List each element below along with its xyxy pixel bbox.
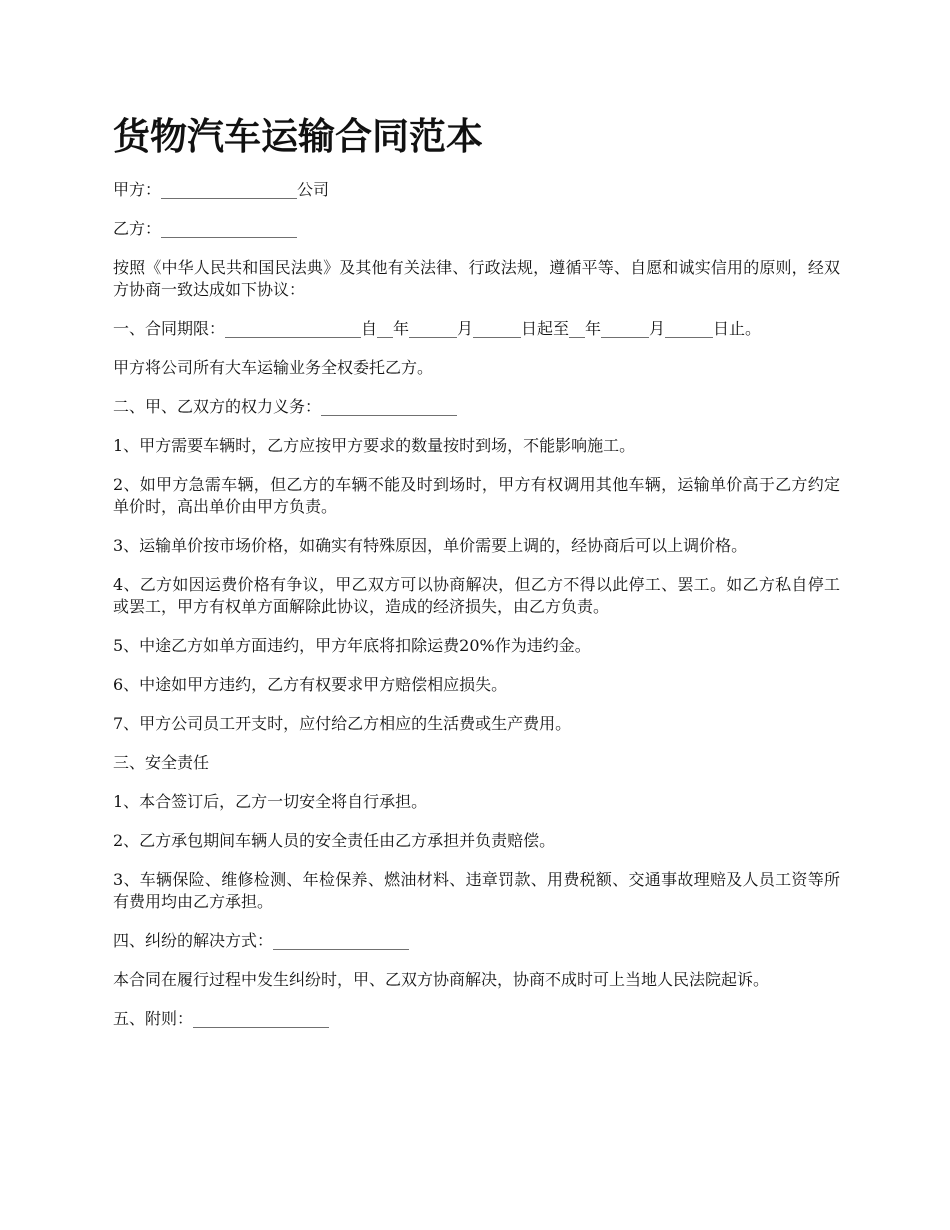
safety-clause-2: 2、乙方承包期间车辆人员的安全责任由乙方承担并负责赔偿。 <box>113 831 556 850</box>
rights-clause-4: 4、乙方如因运费价格有争议，甲乙双方可以协商解决，但乙方不得以此停工、罢工。如乙方私自停工或罢工，甲方有权单方面解除此协议，造成的经济损失，由乙方负责。 <box>113 575 840 616</box>
contract-term-paragraph: 一、合同期限：_________________自__年______月______日起至__年______月______日止。 <box>113 319 762 338</box>
safety-clause-3: 3、车辆保险、维修检测、年检保养、燃油材料、违章罚款、用费税额、交通事故理赔及人员工资等所有费用均由乙方承担。 <box>113 870 840 911</box>
rights-clause-3: 3、运输单价按市场价格，如确实有特殊原因，单价需要上调的，经协商后可以上调价格。 <box>113 536 748 555</box>
rights-clause-5: 5、中途乙方如单方面违约，甲方年底将扣除运费20%作为违约金。 <box>113 636 591 655</box>
entrustment-paragraph: 甲方将公司所有大车运输业务全权委托乙方。 <box>113 358 434 377</box>
rights-clause-1: 1、甲方需要车辆时，乙方应按甲方要求的数量按时到场，不能影响施工。 <box>113 436 636 455</box>
rights-clause-7: 7、甲方公司员工开支时，应付给乙方相应的生活费或生产费用。 <box>113 714 572 733</box>
party-b-line: 乙方：_________________ <box>113 219 298 238</box>
party-a-line: 甲方：_________________公司 <box>113 180 330 199</box>
disputes-paragraph: 本合同在履行过程中发生纠纷时，甲、乙双方协商解决，协商不成时可上当地人民法院起诉。 <box>113 970 770 989</box>
section-heading-safety: 三、安全责任 <box>113 753 210 772</box>
document-title: 货物汽车运输合同范本 <box>113 114 483 158</box>
rights-clause-2: 2、如甲方急需车辆，但乙方的车辆不能及时到场时，甲方有权调用其他车辆，运输单价高于乙方约定单价时，高出单价由甲方负责。 <box>113 475 840 516</box>
section-heading-appendix: 五、附则：_________________ <box>113 1009 330 1028</box>
safety-clause-1: 1、本合签订后，乙方一切安全将自行承担。 <box>113 792 428 811</box>
rights-clause-6: 6、中途如甲方违约，乙方有权要求甲方赔偿相应损失。 <box>113 675 508 694</box>
section-heading-rights: 二、甲、乙双方的权力义务：_________________ <box>113 397 458 416</box>
preamble-paragraph: 按照《中华人民共和国民法典》及其他有关法律、行政法规，遵循平等、自愿和诚实信用的原则，经双方协商一致达成如下协议： <box>113 258 840 299</box>
section-heading-disputes: 四、纠纷的解决方式：_________________ <box>113 931 410 950</box>
document-page <box>113 112 840 1047</box>
